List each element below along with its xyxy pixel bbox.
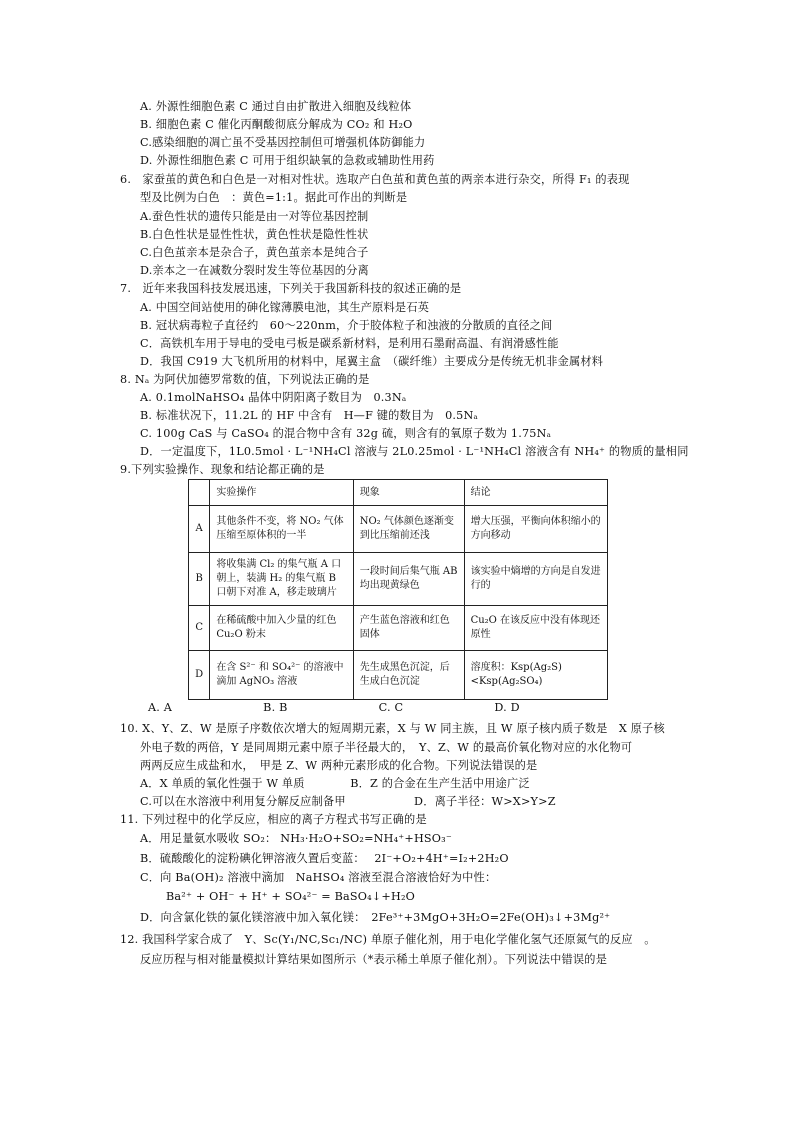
- text-line-l28: 11. 下列过程中的化学反应，相应的离子方程式书写正确的是: [120, 813, 427, 826]
- row-conclusion: 该实验中熵增的方向是自发进行的: [464, 553, 607, 606]
- text-line-l26: A．X 单质的氧化性强于 W 单质 B．Z 的合金在生产生活中用途广泛: [140, 777, 530, 790]
- text-line-l04: D. 外源性细胞色素 C 可用于组织缺氧的急救或辅助性用药: [140, 154, 435, 167]
- row-key: A: [189, 506, 210, 553]
- text-line-l11: 7. 近年来我国科技发展迅速，下列关于我国新科技的叙述正确的是: [120, 282, 462, 295]
- text-line-l20: D．一定温度下，1L0.5mol · L⁻¹NH₄Cl 溶液与 2L0.25mol · L⁻¹NH₄Cl 溶液含有 NH₄⁺ 的物质的量相同: [140, 445, 689, 458]
- text-line-l23: 10. X、Y、Z、W 是原子序数依次增大的短周期元素，X 与 W 同主族，且 W 原子核内质子数是 X 原子核: [120, 722, 665, 735]
- header-cell-phenomenon: 现象: [353, 480, 464, 506]
- row-conclusion: Cu₂O 在该反应中没有体现还原性: [464, 606, 607, 651]
- table-row: [189, 651, 608, 700]
- row-operation: 将收集满 Cl₂ 的集气瓶 A 口朝上，装满 H₂ 的集气瓶 B 口朝下对准 A，移走玻璃片: [210, 553, 353, 606]
- text-line-l31: C．向 Ba(OH)₂ 溶液中滴加 NaHSO₄ 溶液至混合溶液恰好为中性：: [140, 871, 497, 884]
- row-conclusion: 增大压强，平衡向体积缩小的方向移动: [464, 506, 607, 553]
- row-key: C: [189, 606, 210, 651]
- header-cell-conclusion: 结论: [464, 480, 607, 506]
- header-cell-operation: 实验操作: [210, 480, 353, 506]
- text-line-l25: 两两反应生成盐和水， 甲是 Z、W 两种元素形成的化合物。下列说法错误的是: [140, 759, 538, 772]
- text-line-l34: 12. 我国科学家合成了 Y、Sc(Y₁/NC,Sc₁/NC) 单原子催化剂，用于电化学催化氢气还原氮气的反应 。: [120, 933, 656, 946]
- text-line-l35: 反应历程与相对能量模拟计算结果如图所示（*表示稀土单原子催化剂）。下列说法中错误的是: [140, 953, 608, 966]
- text-line-l30: B．硫酸酸化的淀粉碘化钾溶液久置后变蓝： 2I⁻+O₂+4H⁺=I₂+2H₂O: [140, 852, 509, 865]
- text-line-l29: A．用足量氨水吸收 SO₂： NH₃·H₂O+SO₂=NH₄⁺+HSO₃⁻: [140, 832, 452, 845]
- text-line-l19: C. 100g CaS 与 CaSO₄ 的混合物中含有 32g 硫，则含有的氧原子数为 1.75Nₐ: [140, 427, 552, 440]
- text-line-l10: D.亲本之一在减数分裂时发生等位基因的分离: [140, 264, 369, 277]
- text-line-l12: A. 中国空间站使用的砷化镓薄膜电池，其生产原料是石英: [140, 301, 430, 314]
- row-phenomenon: NO₂ 气体颜色逐渐变到比压缩前还浅: [353, 506, 464, 553]
- row-conclusion: 溶度积：Ksp(Ag₂S)<Ksp(Ag₂SO₄): [464, 651, 607, 700]
- row-operation: 在稀硫酸中加入少量的红色 Cu₂O 粉末: [210, 606, 353, 651]
- text-line-l05: 6. 家蚕茧的黄色和白色是一对相对性状。选取产白色茧和黄色茧的两亲本进行杂交，所得 F₁ 的表现: [120, 173, 630, 186]
- row-phenomenon: 产生蓝色溶液和红色固体: [353, 606, 464, 651]
- text-line-l27: C.可以在水溶液中利用复分解反应制备甲 D．离子半径：W>X>Y>Z: [140, 795, 556, 808]
- text-line-l09: C.白色茧亲本是杂合子，黄色茧亲本是纯合子: [140, 246, 369, 259]
- text-line-l14: C．高铁机车用于导电的受电弓板是碳系新材料，是利用石墨耐高温、有润滑感性能: [140, 337, 559, 350]
- text-line-l01: A. 外源性细胞色素 C 通过自由扩散进入细胞及线粒体: [140, 100, 412, 113]
- text-line-l33: D．向含氯化铁的氯化镁溶液中加入氧化镁： 2Fe³⁺+3MgO+3H₂O=2Fe(OH)₃↓+3Mg²⁺: [140, 911, 611, 924]
- text-line-l13: B. 冠状病毒粒子直径约 60～220nm，介于胶体粒子和浊液的分散质的直径之间: [140, 319, 553, 332]
- header-cell-key: [189, 480, 210, 506]
- experiment-table: [188, 479, 608, 700]
- text-line-l06: 型及比例为白色 ：黄色=1:1。据此可作出的判断是: [140, 191, 408, 204]
- text-line-l24: 外电子数的两倍，Y 是同周期元素中原子半径最大的， Y、Z、W 的最高价氧化物对应的水化物可: [140, 741, 633, 754]
- row-key: B: [189, 553, 210, 606]
- text-line-l16: 8. Nₐ 为阿伏加德罗常数的值，下列说法正确的是: [120, 373, 370, 386]
- text-line-l18: B. 标准状况下，11.2L 的 HF 中含有 H—F 键的数目为 0.5Nₐ: [140, 409, 479, 422]
- text-line-l15: D．我国 C919 大飞机所用的材料中，尾翼主盒 （碳纤维）主要成分是传统无机非金属材料: [140, 355, 604, 368]
- row-key: D: [189, 651, 210, 700]
- table-row: [189, 606, 608, 651]
- text-line-l07: A.蚕色性状的遗传只能是由一对等位基因控制: [140, 210, 369, 223]
- text-line-l03: C.感染细胞的凋亡虽不受基因控制但可增强机体防御能力: [140, 136, 426, 149]
- text-line-l08: B.白色性状是显性性状，黄色性状是隐性性状: [140, 228, 369, 241]
- row-operation: 其他条件不变，将 NO₂ 气体压缩至原体积的一半: [210, 506, 353, 553]
- text-line-l32: Ba²⁺ + OH⁻ + H⁺ + SO₄²⁻ = BaSO₄↓+H₂O: [166, 890, 416, 903]
- text-line-l17: A. 0.1molNaHSO₄ 晶体中阴阳离子数目为 0.3Nₐ: [140, 391, 407, 404]
- row-phenomenon: 先生成黑色沉淀，后生成白色沉淀: [353, 651, 464, 700]
- text-line-l22: A. A B. B C. C D. D: [148, 701, 520, 714]
- row-operation: 在含 S²⁻ 和 SO₄²⁻ 的溶液中滴加 AgNO₃ 溶液: [210, 651, 353, 700]
- table-header-row: [189, 480, 608, 506]
- text-line-l02: B. 细胞色素 C 催化丙酮酸彻底分解成为 CO₂ 和 H₂O: [140, 118, 413, 131]
- table-row: [189, 506, 608, 553]
- text-line-l21: 9.下列实验操作、现象和结论都正确的是: [120, 463, 325, 476]
- row-phenomenon: 一段时间后集气瓶 AB 均出现黄绿色: [353, 553, 464, 606]
- table-row: [189, 553, 608, 606]
